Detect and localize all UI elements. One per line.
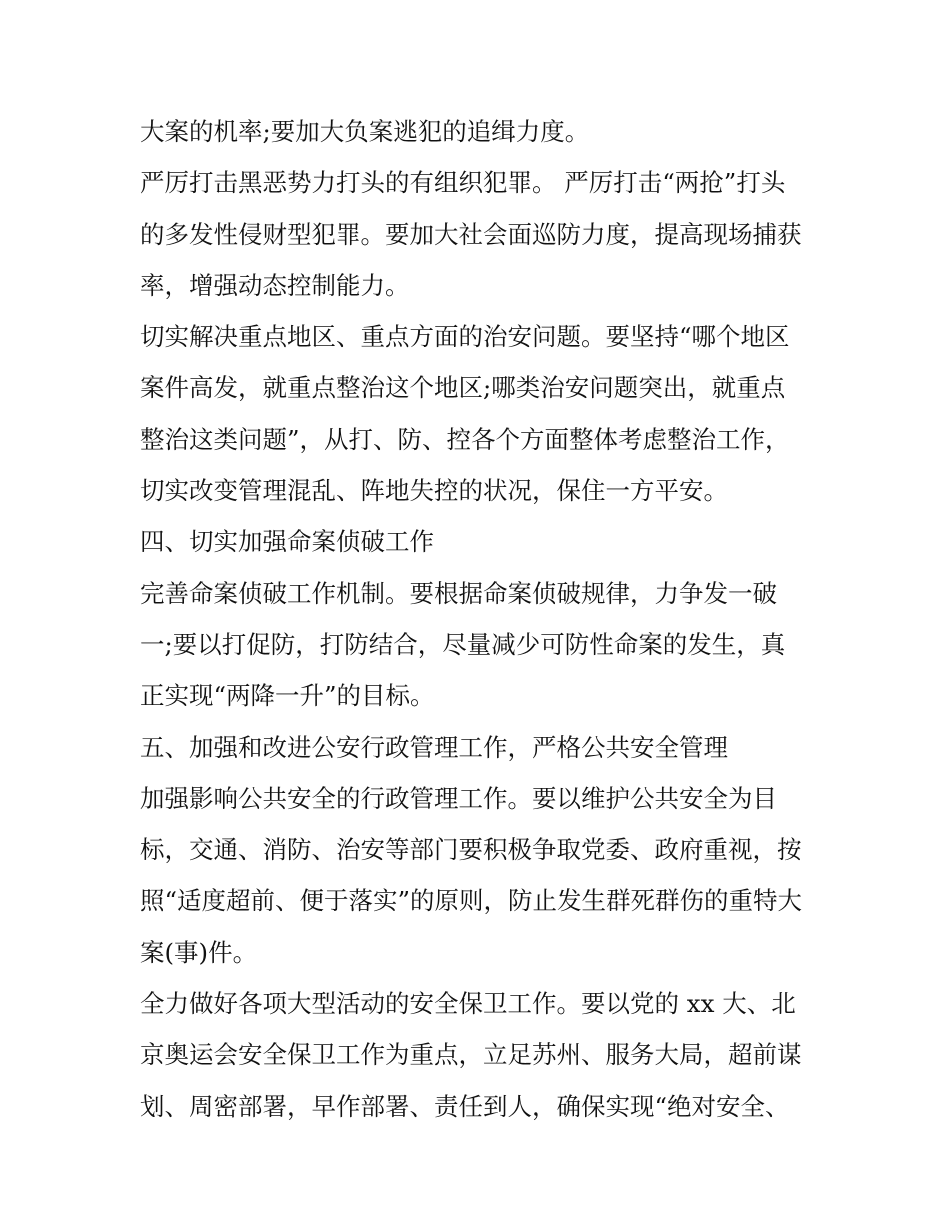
text-line: 照“适度超前、便于落实”的原则，防止发生群死群伤的重特大 <box>140 886 803 916</box>
document-body <box>140 106 830 1132</box>
text-line: 大案的机率;要加大负案逃犯的追缉力度。 <box>140 117 590 146</box>
text-line: 切实改变管理混乱、阵地失控的状况，保住一方平安。 <box>140 476 728 506</box>
text-line: 划、周密部署，早作部署、责任到人，确保实现“绝对安全、 <box>140 1091 790 1121</box>
text-line: 的多发性侵财型犯罪。要加大社会面巡防力度，提高现场捕获 <box>140 219 802 249</box>
text-line: 一;要以打促防，打防结合，尽量减少可防性命案的发生，真 <box>140 629 786 659</box>
section-heading: 五、加强和改进公安行政管理工作，严格公共安全管理 <box>140 732 728 762</box>
text-line: 切实解决重点地区、重点方面的治安问题。要坚持“哪个地区 <box>140 322 790 352</box>
text-line: 案(事)件。 <box>140 937 258 967</box>
text-line: 整治这类问题”，从打、防、控各个方面整体考虑整治工作， <box>140 424 790 454</box>
text-line: 标，交通、消防、治安等部门要积极争取党委、政府重视，按 <box>140 835 802 865</box>
text-line: 案件高发，就重点整治这个地区;哪类治安问题突出，就重点 <box>140 373 786 403</box>
text-line: 正实现“两降一升”的目标。 <box>140 681 435 711</box>
text-line: 率，增强动态控制能力。 <box>140 270 410 300</box>
text-line: 严厉打击黑恶势力打头的有组织犯罪。 严厉打击“两抢”打头 <box>140 168 786 198</box>
text-line: 加强影响公共安全的行政管理工作。要以维护公共安全为目 <box>140 783 777 813</box>
text-line: 京奥运会安全保卫工作为重点，立足苏州、服务大局，超前谋 <box>140 1040 802 1070</box>
section-heading: 四、切实加强命案侦破工作 <box>140 527 434 557</box>
text-line: 全力做好各项大型活动的安全保卫工作。要以党的 xx 大、北 <box>140 989 796 1019</box>
text-line: 完善命案侦破工作机制。要根据命案侦破规律，力争发一破 <box>140 578 777 608</box>
